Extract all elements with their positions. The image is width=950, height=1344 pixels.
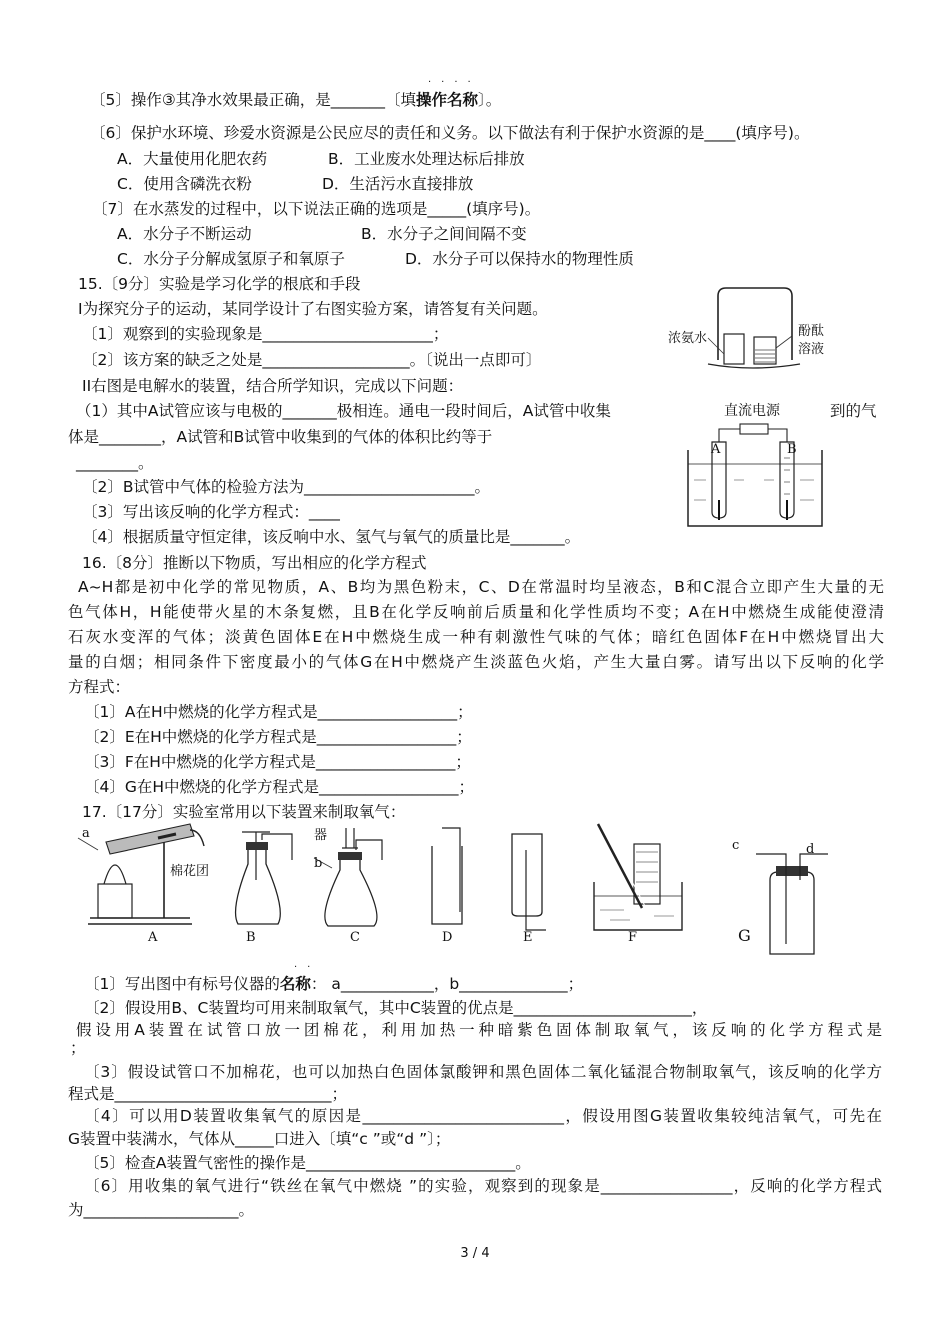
q17-p6-line2: 为____________________。 <box>68 1201 255 1219</box>
q15-ii1-b: 到的气 <box>830 402 877 420</box>
q16-answer-1: 〔1〕A在H中燃烧的化学方程式是__________________； <box>84 703 473 721</box>
apparatus-figure <box>70 820 900 960</box>
q17-p1-pre: 〔1〕写出图中有标号仪器的 <box>84 975 280 993</box>
apparatus-label-d: d <box>806 842 815 857</box>
apparatus-b <box>236 832 292 924</box>
apparatus-label-qi: 器 <box>314 828 328 843</box>
q17-p2-line2-text: 假设用A装置在试管口放一团棉花，利用加热一种暗紫色固体制取氧气，该反响的化学方程式是 <box>76 1021 882 1039</box>
q17-p3-line1-text: 〔3〕假设试管口不加棉花，也可以加热白色固体氯酸钾和黑色固体二氧化锰混合物制取氧气，该反响的化学方 <box>84 1063 882 1081</box>
q16-para-line1-text: A~H都是初中化学的常见物质，A、B均为黑色粉末，C、D在常温时均呈液态，B和C混合立即产生大量的无 <box>78 578 884 596</box>
fig1-label-right1: 酚酞 <box>798 324 825 339</box>
apparatus-drawing <box>70 820 900 960</box>
q16-para-line4-text: 量的白烟；相同条件下密度最小的气体G在H中燃烧产生淡蓝色火焰，产生大量白雾。请写出以下反响的化学 <box>68 653 884 671</box>
q15-ii2: 〔2〕B试管中气体的检验方法为______________________。 <box>82 478 490 496</box>
q17-p2-line1: 〔2〕假设用B、C装置均可用来制取氧气，其中C装置的优点是_______________________， <box>84 999 708 1017</box>
caption-a: A <box>148 930 158 945</box>
q17-p6-line1-text: 〔6〕用收集的氧气进行“铁丝在氧气中燃烧 ”的实验，观察到的现象是_________________，反响的化学方程式 <box>84 1177 882 1195</box>
q14-p7-option-c: C．水分子分解成氢原子和氧原子 <box>117 250 345 268</box>
q17-p2-line2 <box>76 1020 882 1040</box>
q16-answer-4: 〔4〕G在H中燃烧的化学方程式是__________________； <box>84 778 475 796</box>
q16-title: 16.〔8分〕推断以下物质，写出相应的化学方程式 <box>82 554 427 572</box>
caption-b: B <box>246 930 256 945</box>
q17-p1 <box>84 974 583 994</box>
q16-answer-3: 〔3〕F在H中燃烧的化学方程式是__________________； <box>84 753 471 771</box>
apparatus-f <box>594 824 682 930</box>
q17-p2-line3: ； <box>70 1039 86 1057</box>
q15-ii1-d: ________。 <box>76 454 154 472</box>
q15-ii3: 〔3〕写出该反响的化学方程式：____ <box>82 503 340 521</box>
q14-p6: 〔6〕保护水环境、珍爱水资源是公民应尽的责任和义务。以下做法有利于保护水资源的是____(填序号)。 <box>90 124 810 142</box>
q15-ii1-c: 体是________，A试管和B试管中收集到的气体的体积比约等于 <box>68 428 493 446</box>
apparatus-g <box>756 854 828 954</box>
fig1-label-left: 浓氨水 <box>668 331 708 346</box>
apparatus-label-a: a <box>82 826 90 841</box>
q16-para-line2-text: 色气体H，H能使带火星的木条复燃，且B在化学反响前后质量和化学性质均不变；A在H中燃烧生成能使澄清 <box>68 603 884 621</box>
q14-p6-option-a: A．大量使用化肥农药 <box>117 150 268 168</box>
page-number: 3 / 4 <box>460 1246 490 1261</box>
q17-p1-bold: 名称 <box>279 975 311 993</box>
q17-p1-post: ： a____________，b______________； <box>310 975 584 993</box>
apparatus-d <box>432 828 462 924</box>
q17-p4-line1-text: 〔4〕可以用D装置收集氧气的原因是__________________________，假设用图G装置收集较纯洁氧气，可先在 <box>84 1107 882 1125</box>
fig2-label-a: A <box>711 442 721 457</box>
q16-para-line5: 方程式： <box>68 678 131 696</box>
q15-i1: 〔1〕观察到的实验现象是______________________； <box>82 325 449 343</box>
fig1-label-right2: 溶液 <box>798 342 825 357</box>
caption-d: D <box>442 930 453 945</box>
q14-p5-bold: 操作名称 <box>416 91 479 109</box>
q15-i2: 〔2〕该方案的缺乏之处是___________________。〔说出一点即可〕 <box>82 351 542 369</box>
q17-p4-line2: G装置中装满水，气体从_____口进入〔填“c ”或“d ”〕； <box>68 1130 451 1148</box>
q14-p7: 〔7〕在水蒸发的过程中，以下说法正确的选项是_____(填序号)。 <box>92 200 541 218</box>
q17-p6-line1 <box>84 1176 882 1196</box>
q14-p7-option-a: A．水分子不断运动 <box>117 225 252 243</box>
q14-p7-option-d: D．水分子可以保持水的物理性质 <box>405 250 634 268</box>
q14-p5-text: 〔5〕操作③其净水效果最正确，是_______〔填 <box>90 91 417 109</box>
q16-para-line2 <box>68 602 884 622</box>
apparatus-label-b: b <box>314 856 323 871</box>
q14-p6-option-c: C．使用含磷洗衣粉 <box>117 175 252 193</box>
q15-ii4: 〔4〕根据质量守恒定律，该反响中水、氢气与氧气的质量比是_______。 <box>82 528 581 546</box>
q15-i-intro: I为探究分子的运动，某同学设计了右图实验方案，请答复有关问题。 <box>78 300 548 318</box>
q17-title: 17.〔17分〕实验室常用以下装置来制取氧气： <box>82 803 406 821</box>
caption-c: C <box>350 930 360 945</box>
q17-p3-line2: 程式是____________________________； <box>68 1085 348 1103</box>
q14-p6-option-b: B．工业废水处理达标后排放 <box>328 150 525 168</box>
q15-ii-intro: II右图是电解水的装置，结合所学知识，完成以下问题： <box>82 377 464 395</box>
electrolysis-figure <box>684 400 824 530</box>
apparatus-e <box>512 834 546 930</box>
q14-p5-end: 〕。 <box>478 91 502 109</box>
q16-para-line1 <box>78 577 884 597</box>
fig2-label-b: B <box>787 442 797 457</box>
apparatus-label-c: c <box>732 838 740 853</box>
q14-p6-option-d: D．生活污水直接排放 <box>322 175 474 193</box>
emphasis-dots-2: ·· <box>294 962 321 973</box>
q14-p5 <box>90 90 501 110</box>
apparatus-label-cotton: 棉花团 <box>170 864 210 879</box>
q17-p5: 〔5〕检查A装置气密性的操作是___________________________。 <box>84 1154 531 1172</box>
q16-para-line3 <box>68 627 884 647</box>
q16-para-line4 <box>68 652 884 672</box>
diffusion-figure <box>662 282 842 382</box>
q17-p4-line1 <box>84 1106 882 1126</box>
apparatus-label-g: G <box>738 926 751 945</box>
q14-p7-option-b: B．水分子之间间隔不变 <box>361 225 527 243</box>
q16-answer-2: 〔2〕E在H中燃烧的化学方程式是__________________； <box>84 728 472 746</box>
q16-para-line3-text: 石灰水变浑的气体；淡黄色固体E在H中燃烧生成一种有刺激性气味的气体；暗红色固体F在H中燃烧冒出大 <box>68 628 884 646</box>
caption-e: E <box>523 930 533 945</box>
fig2-title: 直流电源 <box>724 403 780 419</box>
q17-p3-line1 <box>84 1062 882 1082</box>
q15-title: 15.〔9分〕实验是学习化学的根底和手段 <box>78 275 361 293</box>
q15-ii1-a: （1）其中A试管应该与电极的_______极相连。通电一段时间后，A试管中收集 <box>76 402 611 420</box>
emphasis-dots: ···· <box>428 77 481 88</box>
caption-f: F <box>628 930 638 945</box>
